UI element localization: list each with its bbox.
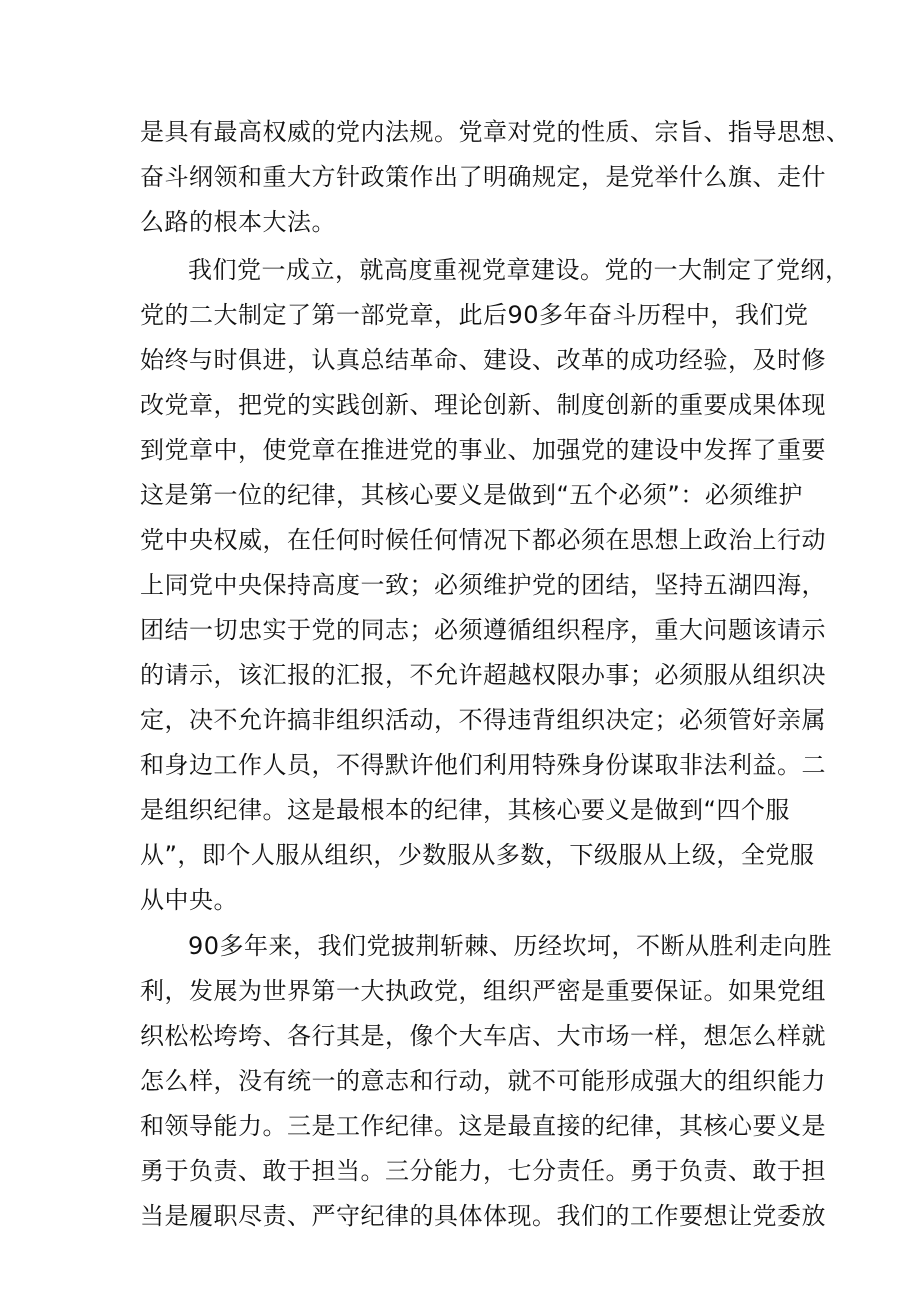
text-line: 和身边工作人员，不得默许他们利用特殊身份谋取非法利益。二	[140, 751, 826, 779]
text-line: 党中央权威，在任何时候任何情况下都必须在思想上政治上行动	[140, 526, 826, 554]
text-line: 从中央。	[140, 886, 238, 914]
text-line: 和领导能力。三是工作纪律。这是最直接的纪律，其核心要义是	[140, 1112, 826, 1140]
text-line: 是具有最高权威的党内法规。党章对党的性质、宗旨、指导思想、	[140, 118, 851, 146]
text-line: 当是履职尽责、严守纪律的具体体现。我们的工作要想让党委放	[140, 1202, 826, 1230]
paragraph-start-line: 我们党一成立，就高度重视党章建设。党的一大制定了党纲，	[188, 256, 850, 284]
paragraph-start-line: 90多年来，我们党披荆斩棘、历经坎坷，不断从胜利走向胜	[188, 932, 833, 960]
text-line: 这是第一位的纪律，其核心要义是做到“五个必须”：必须维护	[140, 481, 803, 509]
text-line: 始终与时俱进，认真总结革命、建设、改革的成功经验，及时修	[140, 346, 826, 374]
text-line: 奋斗纲领和重大方针政策作出了明确规定，是党举什么旗、走什	[140, 163, 826, 191]
text-line: 到党章中，使党章在推进党的事业、加强党的建设中发挥了重要	[140, 436, 826, 464]
text-line: 怎么样，没有统一的意志和行动，就不可能形成强大的组织能力	[140, 1067, 826, 1095]
text-line: 从”，即个人服从组织，少数服从多数，下级服从上级，全党服	[140, 841, 815, 869]
text-line: 的请示，该汇报的汇报，不允许超越权限办事；必须服从组织决	[140, 661, 826, 689]
text-line: 改党章，把党的实践创新、理论创新、制度创新的重要成果体现	[140, 391, 826, 419]
text-line: 织松松垮垮、各行其是，像个大车店、大市场一样，想怎么样就	[140, 1022, 826, 1050]
text-line: 么路的根本大法。	[140, 208, 336, 236]
text-line: 利，发展为世界第一大执政党，组织严密是重要保证。如果党组	[140, 977, 826, 1005]
text-line: 是组织纪律。这是最根本的纪律，其核心要义是做到“四个服	[140, 796, 790, 824]
text-line: 上同党中央保持高度一致；必须维护党的团结，坚持五湖四海，	[140, 571, 826, 599]
text-line: 定，决不允许搞非组织活动，不得违背组织决定；必须管好亲属	[140, 706, 826, 734]
text-line: 勇于负责、敢于担当。三分能力，七分责任。勇于负责、敢于担	[140, 1157, 826, 1185]
text-line: 团结一切忠实于党的同志；必须遵循组织程序，重大问题该请示	[140, 616, 826, 644]
text-line: 党的二大制定了第一部党章，此后90多年奋斗历程中，我们党	[140, 301, 809, 329]
